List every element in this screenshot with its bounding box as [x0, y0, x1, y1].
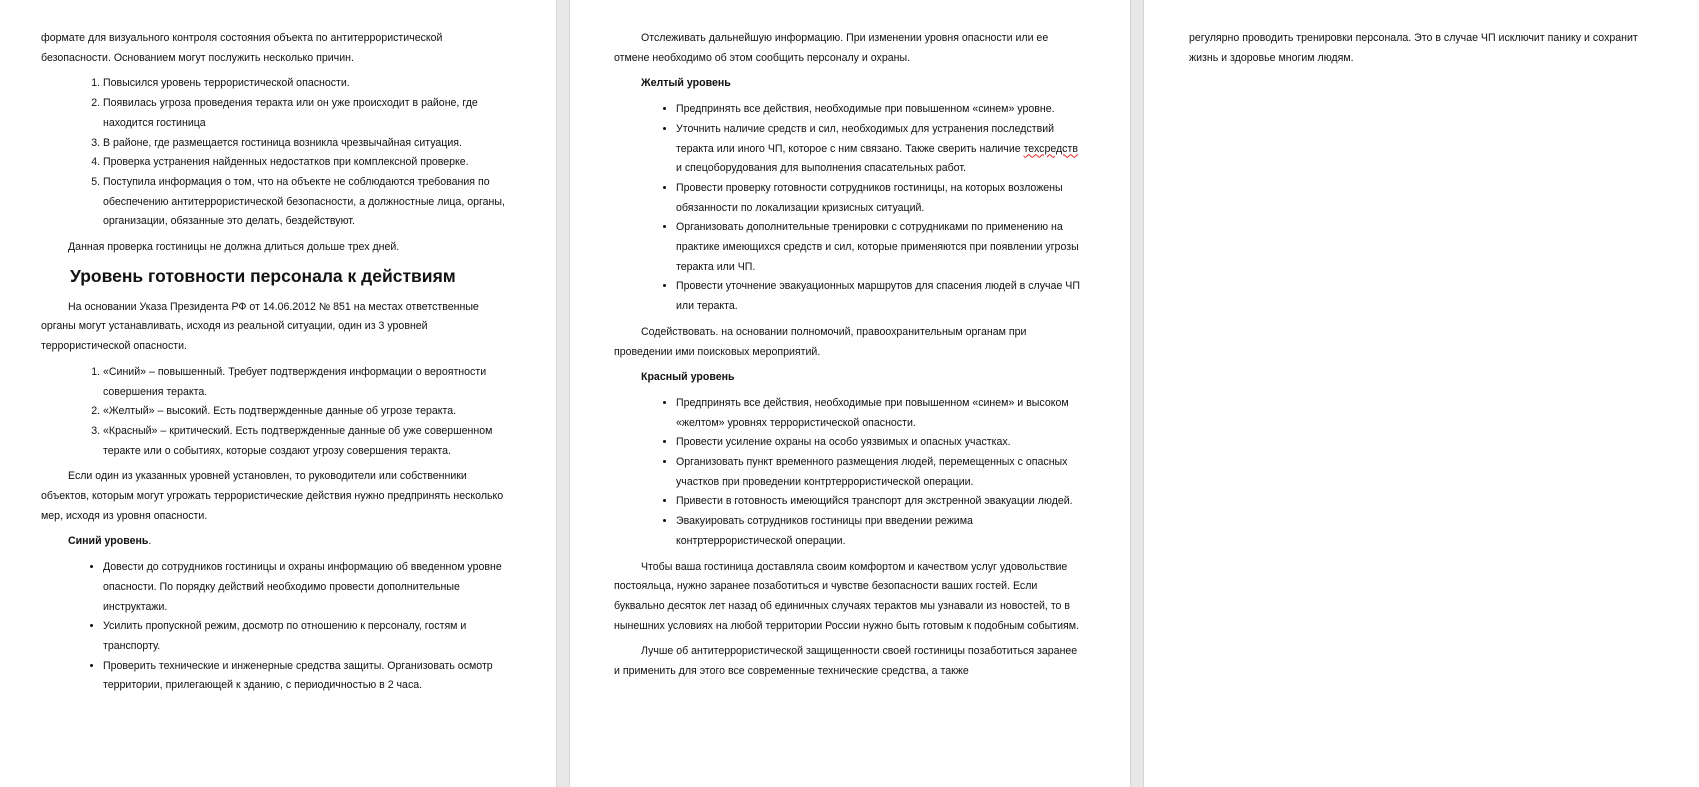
comfort-paragraph: Чтобы ваша гостиница доставляла своим комфортом и качеством услуг удовольствие постояльца, нужно заранее позаботиться и чувстве безопасности ваших гостей. Если буквально десяток лет назад об единичных случаях терактов мы узнавали из новостей, то в нынешних условиях на любой территории России нужно быть готовым к подобным событиям.	[614, 560, 1079, 632]
list-item: • Организовать пункт временного размещения людей, перемещенных с опасных участков при проведении контртеррористической операции.	[676, 453, 1086, 492]
list-item: 1. «Синий» – повышенный. Требует подтверждения информации о вероятности совершения теракта.	[103, 363, 513, 402]
list-item: 2. «Желтый» – высокий. Есть подтвержденные данные об угрозе теракта.	[103, 402, 513, 422]
list-item: 4. Проверка устранения найденных недостатков при комплексной проверке.	[103, 153, 513, 173]
list-item	[676, 120, 1086, 179]
list-item-text: Уточнить наличие средств и сил, необходимых для устранения последствий теракта или иного ЧП, которое с ним связано. Также сверить наличие	[676, 122, 1055, 155]
list-item: • Провести проверку готовности сотрудников гостиницы, на которых возложены обязанности по локализации кризисных ситуаций.	[676, 179, 1086, 218]
list-item-text: и спецоборудования для выполнения спасательных работ.	[676, 162, 966, 175]
reasons-list	[41, 74, 513, 232]
yellow-level-heading: Желтый уровень	[641, 77, 731, 90]
list-item: • Организовать дополнительные тренировки с сотрудниками по применению на практике имеющихся средств и сил, которые применяются при появлении угрозы теракта или ЧП.	[676, 218, 1086, 277]
blue-level-heading	[68, 532, 513, 552]
levels-list	[41, 363, 513, 462]
spellcheck-word[interactable]: техсредств	[1023, 142, 1078, 155]
list-item: • Эвакуировать сотрудников гостиницы при введении режима контртеррористической операции.	[676, 512, 1086, 551]
list-item: • Провести усиление охраны на особо уязвимых и опасных участках.	[676, 433, 1086, 453]
page-3-text	[1189, 29, 1661, 68]
page-1-text	[41, 29, 513, 696]
list-item: • Проверить технические и инженерные средства защиты. Организовать осмотр территории, прилегающей к зданию, с периодичностью в 2 часа.	[103, 657, 513, 696]
red-level-list	[614, 394, 1086, 552]
assist-paragraph: Содействовать. на основании полномочий, правоохранительным органам при проведении ими поисковых мероприятий.	[614, 325, 1027, 358]
list-item: • Провести уточнение эвакуационных маршрутов для спасения людей в случае ЧП или теракта.	[676, 277, 1086, 316]
better-paragraph: Лучше об антитеррористической защищенности своей гостиницы позаботиться заранее и применить для этого все современные технические средства, а также	[614, 645, 1078, 678]
intro-paragraph: формате для визуального контроля состояния объекта по антитеррористической безопасности. Основанием могут послужить несколько причин.	[41, 32, 443, 64]
list-item: • Привести в готовность имеющийся транспорт для экстренной эвакуации людей.	[676, 492, 1086, 512]
list-item: 5. Поступила информация о том, что на объекте не соблюдаются требования по обеспечению антитеррористической безопасности, а должностные лица, органы, организации, обязанные это делать, бездействуют.	[103, 173, 513, 232]
blue-level-title: Синий уровень	[68, 535, 149, 548]
list-item: 2. Появилась угроза проведения теракта или он уже происходит в районе, где находится гостиница	[103, 94, 513, 133]
decree-paragraph: На основании Указа Президента РФ от 14.06.2012 № 851 на местах ответственные органы могут устанавливать, исходя из реальной ситуации, один из 3 уровней террористической опасности.	[41, 300, 479, 353]
section-heading: Уровень готовности персонала к действиям	[70, 265, 456, 286]
list-item: • Усилить пропускной режим, досмотр по отношению к персоналу, гостям и транспорту.	[103, 617, 513, 656]
list-item: • Довести до сотрудников гостиницы и охраны информацию об введенном уровне опасности. По порядку действий необходимо провести дополнительные инструктажи.	[103, 558, 513, 617]
list-item: 3. «Красный» – критический. Есть подтвержденные данные об уже совершенном теракте или о событиях, которые создают угрозу совершения теракта.	[103, 422, 513, 461]
list-item: 3. В районе, где размещается гостиница возникла чрезвычайная ситуация.	[103, 134, 513, 154]
document-page-2	[570, 0, 1130, 787]
list-item: 1. Повысился уровень террористической опасности.	[103, 74, 513, 94]
training-paragraph: регулярно проводить тренировки персонала. Это в случае ЧП исключит панику и сохранит жизнь и здоровье многим людям.	[1189, 32, 1638, 64]
yellow-level-list	[614, 100, 1086, 317]
monitor-paragraph: Отслеживать дальнейшую информацию. При изменении уровня опасности или ее отмене необходимо об этом сообщить персоналу и охраны.	[614, 32, 1049, 64]
page-2-text	[614, 29, 1086, 682]
document-page-3	[1144, 0, 1699, 787]
list-item: • Предпринять все действия, необходимые при повышенном «синем» и высоком «желтом» уровнях террористической опасности.	[676, 394, 1086, 433]
red-level-heading: Красный уровень	[641, 371, 735, 384]
levels-note-paragraph: Если один из указанных уровней установлен, то руководители или собственники объектов, которым могут угрожать террористические действия нужно предпринять несколько мер, исходя из уровня опасности.	[41, 470, 504, 522]
list-item: • Предпринять все действия, необходимые при повышенном «синем» уровне.	[676, 100, 1086, 120]
page-gap	[556, 0, 570, 787]
page-gap	[1130, 0, 1144, 787]
blue-level-list	[41, 558, 513, 696]
document-page-1	[0, 0, 556, 787]
blue-level-title-suffix: .	[148, 535, 152, 548]
check-duration-paragraph: Данная проверка гостиницы не должна длиться дольше трех дней.	[68, 241, 400, 254]
